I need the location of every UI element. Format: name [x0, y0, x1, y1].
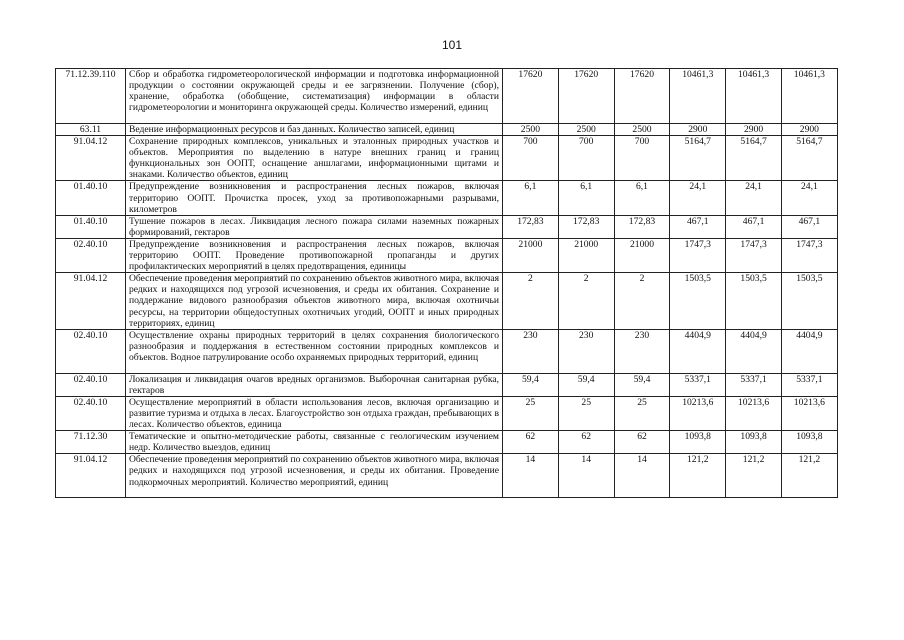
value-cell: 1503,5 — [670, 273, 726, 329]
value-cell: 21000 — [503, 238, 559, 272]
value-cell: 10461,3 — [781, 69, 837, 124]
description-cell: Тематические и опытно-методические работы, связанные с геологическим изучением недр. Количество выездов, единиц — [126, 431, 503, 454]
value-cell: 21000 — [558, 238, 614, 272]
value-cell: 121,2 — [781, 454, 837, 498]
table-row — [56, 373, 838, 396]
value-cell: 24,1 — [670, 181, 726, 215]
value-cell: 121,2 — [670, 454, 726, 498]
value-cell: 2 — [503, 273, 559, 329]
value-cell: 172,83 — [614, 215, 670, 238]
value-cell: 14 — [558, 454, 614, 498]
value-cell: 4404,9 — [670, 329, 726, 373]
value-cell: 14 — [503, 454, 559, 498]
value-cell: 2500 — [558, 124, 614, 136]
table-row — [56, 329, 838, 373]
description-cell: Осуществление мероприятий в области использования лесов, включая организацию и развитие туризма и отдыха в лесах. Благоустройство зон отдыха граждан, пребывающих в лесах. Количество объектов, единица — [126, 396, 503, 430]
value-cell: 59,4 — [558, 373, 614, 396]
value-cell: 6,1 — [503, 181, 559, 215]
value-cell: 17620 — [614, 69, 670, 124]
value-cell: 6,1 — [558, 181, 614, 215]
value-cell: 5164,7 — [781, 136, 837, 181]
value-cell: 2 — [558, 273, 614, 329]
value-cell: 700 — [503, 136, 559, 181]
okved-code-cell: 91.04.12 — [56, 454, 126, 498]
value-cell: 230 — [558, 329, 614, 373]
table-row — [56, 136, 838, 181]
value-cell: 700 — [614, 136, 670, 181]
page-number: 101 — [441, 38, 463, 52]
value-cell: 5164,7 — [670, 136, 726, 181]
description-cell: Предупреждение возникновения и распространения лесных пожаров, включая территорию ООПТ. Прочистка просек, уход за противопожарными разрывами, километров — [126, 181, 503, 215]
value-cell: 1747,3 — [726, 238, 782, 272]
value-cell: 10213,6 — [726, 396, 782, 430]
okved-code-cell: 71.12.39.110 — [56, 69, 126, 124]
value-cell: 1093,8 — [670, 431, 726, 454]
value-cell: 10461,3 — [670, 69, 726, 124]
okved-code-cell: 91.04.12 — [56, 136, 126, 181]
value-cell: 25 — [614, 396, 670, 430]
value-cell: 2500 — [503, 124, 559, 136]
value-cell: 230 — [503, 329, 559, 373]
table-row — [56, 396, 838, 430]
okved-code-cell: 02.40.10 — [56, 373, 126, 396]
value-cell: 2900 — [781, 124, 837, 136]
description-cell: Ведение информационных ресурсов и баз данных. Количество записей, единиц — [126, 124, 503, 136]
value-cell: 5164,7 — [726, 136, 782, 181]
okved-code-cell: 01.40.10 — [56, 181, 126, 215]
description-cell: Обеспечение проведения мероприятий по сохранению объектов животного мира, включая редких и находящихся под угрозой исчезновения, и среды их обитания. Проведение подкормочных мероприятий. Количество мероприятий, единиц — [126, 454, 503, 498]
table-row — [56, 431, 838, 454]
value-cell: 1747,3 — [781, 238, 837, 272]
description-cell: Предупреждение возникновения и распространения лесных пожаров, включая территорию ООПТ. Проведение противопожарной пропаганды и других профилактических мероприятий в целях предотвращения, единицы — [126, 238, 503, 272]
value-cell: 2500 — [614, 124, 670, 136]
value-cell: 1503,5 — [726, 273, 782, 329]
table-row — [56, 215, 838, 238]
value-cell: 467,1 — [670, 215, 726, 238]
value-cell: 700 — [558, 136, 614, 181]
table-row — [56, 273, 838, 329]
value-cell: 230 — [614, 329, 670, 373]
value-cell: 62 — [614, 431, 670, 454]
value-cell: 121,2 — [726, 454, 782, 498]
value-cell: 1503,5 — [781, 273, 837, 329]
value-cell: 5337,1 — [670, 373, 726, 396]
value-cell: 1747,3 — [670, 238, 726, 272]
value-cell: 59,4 — [503, 373, 559, 396]
description-cell: Тушение пожаров в лесах. Ликвидация лесного пожара силами наземных пожарных формирований, гектаров — [126, 215, 503, 238]
okved-code-cell: 91.04.12 — [56, 273, 126, 329]
value-cell: 59,4 — [614, 373, 670, 396]
value-cell: 2900 — [670, 124, 726, 136]
value-cell: 17620 — [503, 69, 559, 124]
description-cell: Сохранение природных комплексов, уникальных и эталонных природных участков и объектов. Мероприятия по выделению в натуре внешних границ и границ функциональных зон ООПТ, оснащение аншлагами, информационными щитами и знаками. Количество объектов, единиц — [126, 136, 503, 181]
value-cell: 25 — [503, 396, 559, 430]
table-body — [56, 69, 838, 498]
value-cell: 24,1 — [781, 181, 837, 215]
okved-code-cell: 71.12.30 — [56, 431, 126, 454]
value-cell: 21000 — [614, 238, 670, 272]
table-row — [56, 69, 838, 124]
value-cell: 4404,9 — [781, 329, 837, 373]
okved-code-cell: 02.40.10 — [56, 396, 126, 430]
description-cell: Обеспечение проведения мероприятий по сохранению объектов животного мира, включая редких и находящихся под угрозой исчезновения, и среды их обитания. Сохранение и поддержание видового разнообразия объектов животного мира, включая охотничьи ресурсы, на территории общедоступных охотничьих угодий, ООПТ и иных природных территориях, единиц — [126, 273, 503, 329]
value-cell: 172,83 — [558, 215, 614, 238]
value-cell: 10213,6 — [670, 396, 726, 430]
description-cell: Сбор и обработка гидрометеорологической информации и подготовка информационной продукции о состоянии окружающей среды и ее загрязнении. Получение (сбор), хранение, обработка (обобщение, систематизация) информации в области гидрометеорологии и мониторинга окружающей среды. Количество измерений, единиц — [126, 69, 503, 124]
table-row — [56, 124, 838, 136]
value-cell: 172,83 — [503, 215, 559, 238]
value-cell: 62 — [558, 431, 614, 454]
value-cell: 25 — [558, 396, 614, 430]
value-cell: 17620 — [558, 69, 614, 124]
value-cell: 10213,6 — [781, 396, 837, 430]
table-row — [56, 454, 838, 498]
value-cell: 2900 — [726, 124, 782, 136]
value-cell: 14 — [614, 454, 670, 498]
table-row — [56, 181, 838, 215]
okved-code-cell: 63.11 — [56, 124, 126, 136]
value-cell: 10461,3 — [726, 69, 782, 124]
value-cell: 1093,8 — [781, 431, 837, 454]
value-cell: 24,1 — [726, 181, 782, 215]
okved-code-cell: 02.40.10 — [56, 238, 126, 272]
value-cell: 5337,1 — [781, 373, 837, 396]
value-cell: 467,1 — [726, 215, 782, 238]
okved-code-cell: 02.40.10 — [56, 329, 126, 373]
description-cell: Осуществление охраны природных территорий в целях сохранения биологического разнообразия и поддержания в естественном состоянии природных комплексов и объектов. Водное патрулирование особо охраняемых природных территорий, единиц — [126, 329, 503, 373]
value-cell: 1093,8 — [726, 431, 782, 454]
value-cell: 62 — [503, 431, 559, 454]
value-cell: 6,1 — [614, 181, 670, 215]
okved-code-cell: 01.40.10 — [56, 215, 126, 238]
value-cell: 5337,1 — [726, 373, 782, 396]
services-table — [55, 68, 838, 498]
description-cell: Локализация и ликвидация очагов вредных организмов. Выборочная санитарная рубка, гектаров — [126, 373, 503, 396]
value-cell: 2 — [614, 273, 670, 329]
value-cell: 4404,9 — [726, 329, 782, 373]
table-row — [56, 238, 838, 272]
value-cell: 467,1 — [781, 215, 837, 238]
